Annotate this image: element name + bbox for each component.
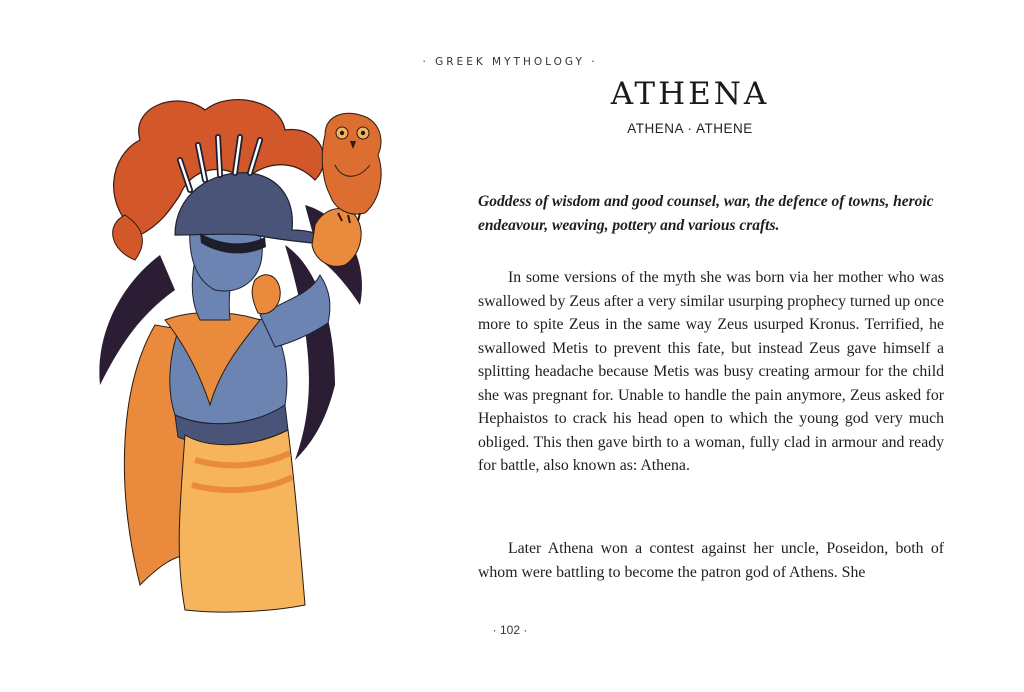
entry-subtitle: ATHENA · ATHENE: [627, 121, 753, 136]
entry-title: ATHENA: [610, 76, 770, 112]
lead-paragraph: Goddess of wisdom and good counsel, war, the defence of towns, heroic endeavour, weaving, pottery and various crafts.: [478, 193, 934, 234]
athena-illustration: [80, 85, 400, 615]
owl-figure: [322, 113, 381, 223]
chapter-header: · GREEK MYTHOLOGY ·: [422, 56, 598, 68]
page-number: · 102 ·: [492, 623, 528, 637]
body-paragraph-2: Later Athena won a contest against her uncle, Poseidon, both of whom were battling to become the patron god of Athens. She: [478, 540, 944, 581]
body-paragraph-1: In some versions of the myth she was born via her mother who was swallowed by Zeus after a very similar usurping prophecy turned up once more to spite Zeus in the same way Zeus usurped Kronus. Terrified, he swallowed Metis to prevent this fate, but instead Zeus gave himself a splitting headache because Metis was busy creating armour for the child she was pregnant for. Unable to handle the pain anymore, Zeus asked for Hephaistos to crack his head open to which the young god very much obliged. This then gave birth to a woman, fully clad in armour and ready for battle, also known as: Athena.: [478, 269, 944, 474]
